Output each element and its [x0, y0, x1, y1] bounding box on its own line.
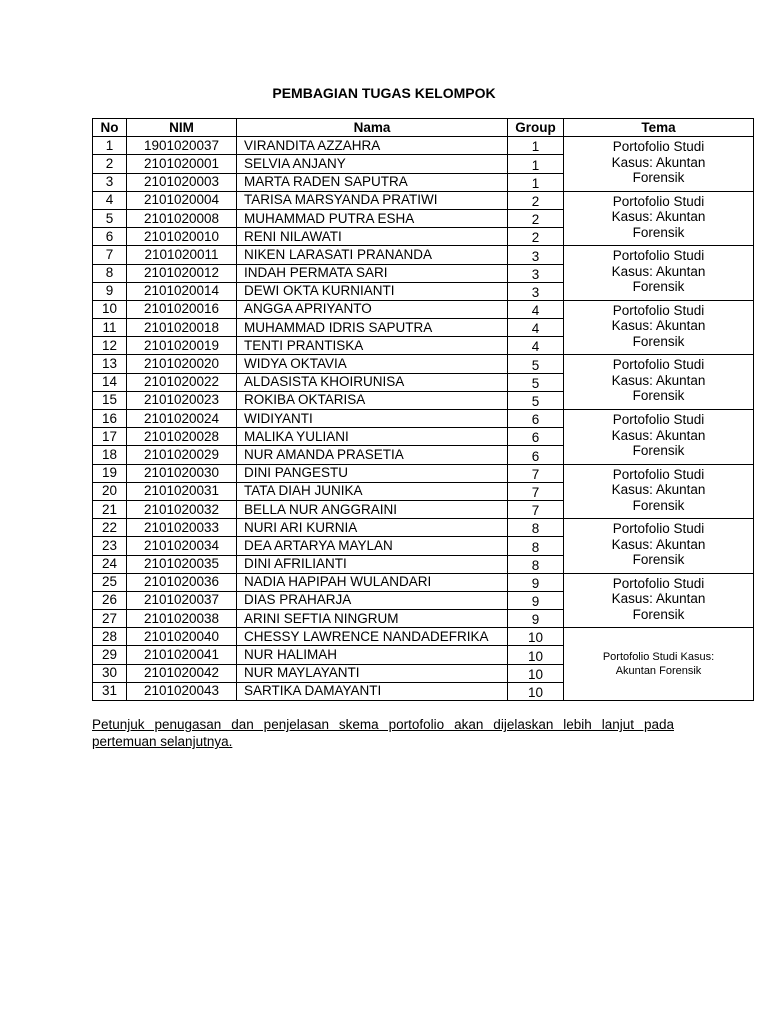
cell-no: 4	[93, 191, 127, 209]
page-title: PEMBAGIAN TUGAS KELOMPOK	[272, 85, 496, 101]
tema-line: Kasus: Akuntan	[611, 263, 706, 279]
cell-nama: TENTI PRANTISKA	[237, 337, 508, 355]
cell-nim: 2101020032	[127, 500, 237, 518]
cell-no: 27	[93, 610, 127, 628]
header-group: Group	[508, 119, 564, 137]
cell-nama: SELVIA ANJANY	[237, 155, 508, 173]
cell-nim: 2101020001	[127, 155, 237, 173]
cell-no: 18	[93, 446, 127, 464]
tema-line: Portofolio Studi	[612, 139, 705, 155]
tema-line: Forensik	[632, 552, 685, 568]
cell-nim: 2101020023	[127, 391, 237, 409]
cell-nim: 2101020004	[127, 191, 237, 209]
cell-tema	[564, 573, 754, 628]
cell-no: 12	[93, 337, 127, 355]
cell-nim: 2101020011	[127, 246, 237, 264]
tema-line: Forensik	[632, 388, 685, 404]
cell-nim: 2101020036	[127, 573, 237, 591]
tema-line: Portofolio Studi	[612, 302, 705, 318]
header-tema: Tema	[564, 119, 754, 137]
cell-nama: DEA ARTARYA MAYLAN	[237, 537, 508, 555]
cell-no: 13	[93, 355, 127, 373]
cell-no: 16	[93, 410, 127, 428]
cell-nama: ANGGA APRIYANTO	[237, 300, 508, 318]
cell-group: 1	[508, 137, 564, 155]
cell-group: 4	[508, 319, 564, 337]
cell-no: 19	[93, 464, 127, 482]
cell-no: 15	[93, 391, 127, 409]
cell-group: 10	[508, 664, 564, 682]
cell-nama: ROKIBA OKTARISA	[237, 391, 508, 409]
cell-nim: 2101020030	[127, 464, 237, 482]
table-row	[93, 628, 754, 646]
tema-line: Kasus: Akuntan	[611, 372, 706, 388]
cell-nim: 2101020019	[127, 337, 237, 355]
cell-nim: 2101020040	[127, 628, 237, 646]
cell-tema	[564, 137, 754, 192]
cell-no: 21	[93, 500, 127, 518]
cell-nama: INDAH PERMATA SARI	[237, 264, 508, 282]
tema-line: Portofolio Studi	[612, 412, 705, 427]
tema-line: Portofolio Studi	[612, 248, 705, 264]
cell-nim: 2101020031	[127, 482, 237, 500]
footnote: Petunjuk penugasan dan penjelasan skema portofolio akan dijelaskan lebih lanjut pada pertemuan selanjutnya.	[92, 717, 674, 749]
cell-nama: MALIKA YULIANI	[237, 428, 508, 446]
cell-group: 7	[508, 464, 564, 482]
cell-group: 7	[508, 482, 564, 500]
tema-line: Kasus: Akuntan	[611, 591, 706, 607]
tema-line: Portofolio Studi	[612, 357, 705, 373]
header-no: No	[93, 119, 127, 137]
tema-line: Kasus: Akuntan	[611, 318, 706, 334]
cell-group: 5	[508, 355, 564, 373]
cell-nama: DINI PANGESTU	[237, 464, 508, 482]
cell-nim: 2101020034	[127, 537, 237, 555]
tema-line: Forensik	[632, 224, 685, 240]
tema-line: Kasus: Akuntan	[611, 482, 706, 498]
cell-group: 6	[508, 446, 564, 464]
cell-group: 2	[508, 209, 564, 227]
cell-nim: 2101020042	[127, 664, 237, 682]
cell-nama: VIRANDITA AZZAHRA	[237, 137, 508, 155]
cell-nama: MUHAMMAD PUTRA ESHA	[237, 209, 508, 227]
cell-nama: NADIA HAPIPAH WULANDARI	[237, 573, 508, 591]
cell-nama: NURI ARI KURNIA	[237, 519, 508, 537]
tema-line: Forensik	[632, 497, 685, 513]
tema-line: Kasus: Akuntan	[611, 154, 706, 170]
cell-nim: 1901020037	[127, 137, 237, 155]
cell-nim: 2101020037	[127, 591, 237, 609]
cell-group: 10	[508, 646, 564, 664]
cell-no: 10	[93, 300, 127, 318]
cell-nama: TATA DIAH JUNIKA	[237, 482, 508, 500]
cell-nama: NIKEN LARASATI PRANANDA	[237, 246, 508, 264]
cell-nim: 2101020041	[127, 646, 237, 664]
cell-nim: 2101020016	[127, 300, 237, 318]
cell-group: 7	[508, 500, 564, 518]
cell-tema	[564, 246, 754, 301]
cell-nama: TARISA MARSYANDA PRATIWI	[237, 191, 508, 209]
cell-nim: 2101020012	[127, 264, 237, 282]
cell-no: 5	[93, 209, 127, 227]
tema-line: Forensik	[632, 333, 685, 349]
cell-group: 4	[508, 337, 564, 355]
table-header-row	[93, 119, 754, 137]
cell-no: 6	[93, 228, 127, 246]
cell-no: 1	[93, 137, 127, 155]
cell-group: 8	[508, 555, 564, 573]
cell-group: 8	[508, 519, 564, 537]
cell-group: 3	[508, 246, 564, 264]
cell-nim: 2101020020	[127, 355, 237, 373]
cell-nama: SARTIKA DAMAYANTI	[237, 682, 508, 700]
cell-tema	[564, 355, 754, 410]
cell-no: 30	[93, 664, 127, 682]
table-body	[93, 137, 754, 701]
cell-nim: 2101020033	[127, 519, 237, 537]
cell-nama: NUR HALIMAH	[237, 646, 508, 664]
cell-nim: 2101020010	[127, 228, 237, 246]
cell-nim: 2101020035	[127, 555, 237, 573]
cell-no: 11	[93, 319, 127, 337]
cell-group: 4	[508, 300, 564, 318]
cell-group: 2	[508, 228, 564, 246]
cell-tema	[564, 300, 754, 355]
cell-no: 14	[93, 373, 127, 391]
cell-nim: 2101020038	[127, 610, 237, 628]
cell-tema	[564, 628, 754, 701]
cell-nim: 2101020029	[127, 446, 237, 464]
cell-no: 17	[93, 428, 127, 446]
cell-tema	[564, 519, 754, 574]
header-nim: NIM	[127, 119, 237, 137]
cell-tema	[564, 410, 754, 465]
table-row	[93, 137, 754, 155]
cell-nama: CHESSY LAWRENCE NANDADEFRIKA	[237, 628, 508, 646]
cell-nim: 2101020003	[127, 173, 237, 191]
tema-line: Kasus: Akuntan	[611, 536, 706, 552]
cell-group: 6	[508, 428, 564, 446]
cell-nim: 2101020022	[127, 373, 237, 391]
cell-no: 29	[93, 646, 127, 664]
table-row	[93, 519, 754, 537]
cell-nim: 2101020008	[127, 209, 237, 227]
tema-line: Portofolio Studi	[612, 575, 705, 591]
cell-tema	[564, 464, 754, 519]
cell-tema	[564, 191, 754, 246]
cell-no: 25	[93, 573, 127, 591]
cell-group: 9	[508, 573, 564, 591]
cell-group: 6	[508, 410, 564, 428]
cell-group: 5	[508, 373, 564, 391]
cell-no: 7	[93, 246, 127, 264]
table-row	[93, 246, 754, 264]
cell-no: 22	[93, 519, 127, 537]
cell-no: 8	[93, 264, 127, 282]
tema-line: Portofolio Studi	[612, 193, 705, 209]
tema-line: Forensik	[632, 443, 685, 458]
cell-nama: DEWI OKTA KURNIANTI	[237, 282, 508, 300]
cell-no: 28	[93, 628, 127, 646]
cell-no: 9	[93, 282, 127, 300]
cell-group: 3	[508, 264, 564, 282]
cell-no: 31	[93, 682, 127, 700]
table-row	[93, 464, 754, 482]
cell-nama: BELLA NUR ANGGRAINI	[237, 500, 508, 518]
cell-nama: DINI AFRILIANTI	[237, 555, 508, 573]
cell-group: 10	[508, 682, 564, 700]
tema-line: Portofolio Studi	[612, 466, 705, 482]
cell-group: 1	[508, 155, 564, 173]
header-nama: Nama	[237, 119, 508, 137]
tema-line: Kasus: Akuntan	[611, 209, 706, 225]
cell-group: 10	[508, 628, 564, 646]
tema-line: Forensik	[632, 170, 685, 186]
tema-line: Portofolio Studi Kasus:	[602, 651, 715, 664]
table-row	[93, 191, 754, 209]
cell-nim: 2101020024	[127, 410, 237, 428]
cell-no: 3	[93, 173, 127, 191]
cell-nim: 2101020043	[127, 682, 237, 700]
cell-no: 20	[93, 482, 127, 500]
cell-no: 23	[93, 537, 127, 555]
cell-group: 1	[508, 173, 564, 191]
cell-no: 2	[93, 155, 127, 173]
cell-nama: WIDYA OKTAVIA	[237, 355, 508, 373]
table-row	[93, 300, 754, 318]
table-row	[93, 355, 754, 373]
tema-line: Akuntan Forensik	[615, 665, 702, 678]
cell-nama: RENI NILAWATI	[237, 228, 508, 246]
cell-group: 5	[508, 391, 564, 409]
cell-nim: 2101020028	[127, 428, 237, 446]
cell-nama: NUR MAYLAYANTI	[237, 664, 508, 682]
tema-line: Forensik	[632, 606, 685, 622]
cell-nama: MARTA RADEN SAPUTRA	[237, 173, 508, 191]
cell-nama: ALDASISTA KHOIRUNISA	[237, 373, 508, 391]
tema-line: Kasus: Akuntan	[611, 427, 706, 443]
cell-no: 24	[93, 555, 127, 573]
cell-nama: ARINI SEFTIA NINGRUM	[237, 610, 508, 628]
cell-nama: NUR AMANDA PRASETIA	[237, 446, 508, 464]
table-row	[93, 573, 754, 591]
cell-nama: DIAS PRAHARJA	[237, 591, 508, 609]
cell-no: 26	[93, 591, 127, 609]
cell-nim: 2101020014	[127, 282, 237, 300]
cell-nama: WIDIYANTI	[237, 410, 508, 428]
cell-group: 8	[508, 537, 564, 555]
cell-group: 9	[508, 610, 564, 628]
group-assignment-table	[92, 118, 754, 701]
cell-group: 2	[508, 191, 564, 209]
table-row	[93, 410, 754, 428]
cell-group: 9	[508, 591, 564, 609]
cell-nama: MUHAMMAD IDRIS SAPUTRA	[237, 319, 508, 337]
tema-line: Forensik	[632, 279, 685, 295]
cell-group: 3	[508, 282, 564, 300]
tema-line: Portofolio Studi	[612, 521, 705, 537]
cell-nim: 2101020018	[127, 319, 237, 337]
